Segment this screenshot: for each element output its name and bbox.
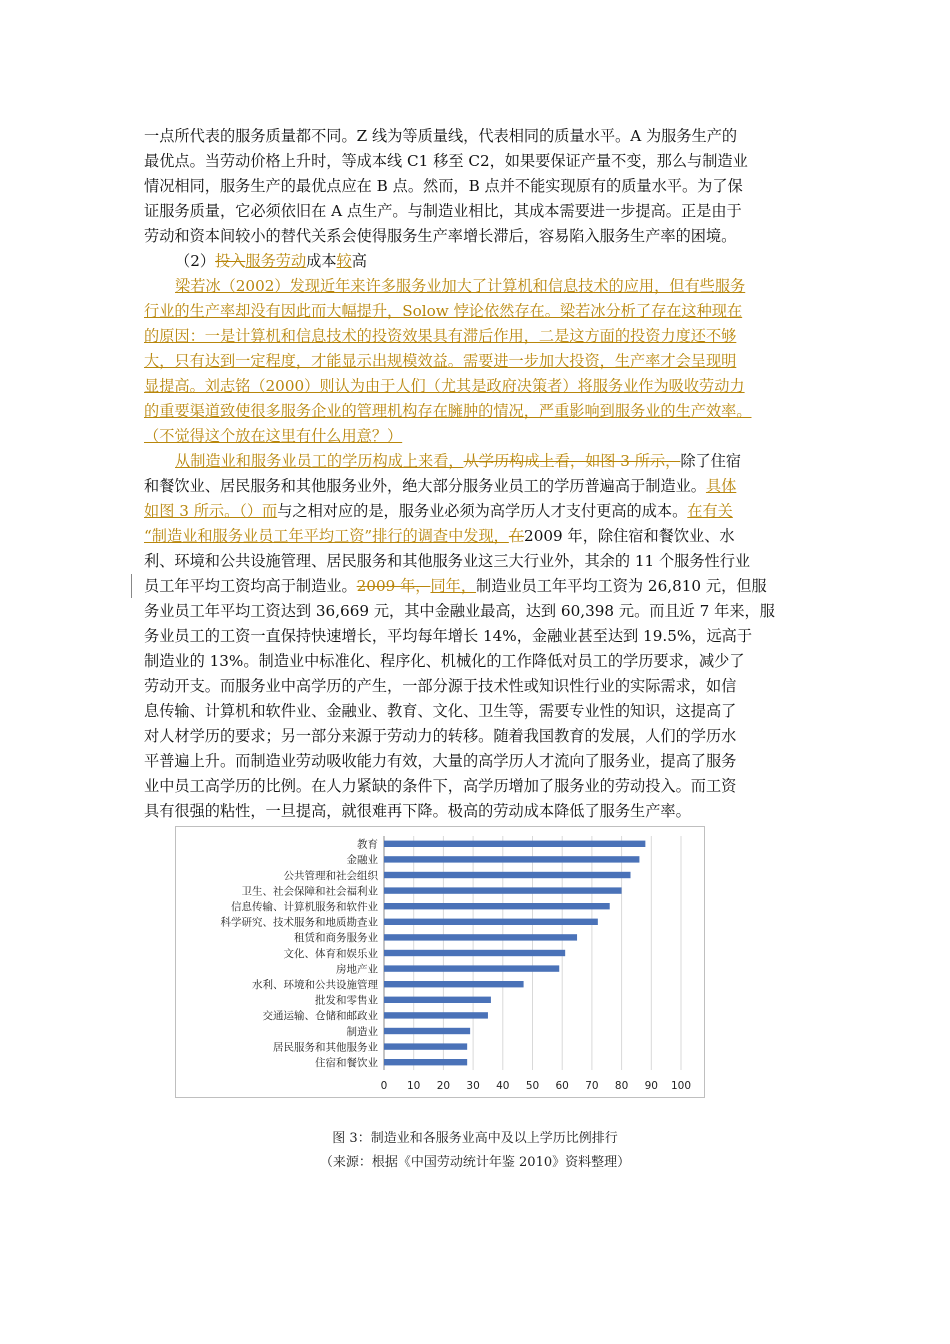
x-tick-label: 90: [644, 1080, 658, 1092]
plain-text: 2009 年，除住宿和餐饮业、水: [524, 527, 735, 545]
bar: [384, 950, 565, 956]
inserted-line: 的重要渠道致使很多服务企业的管理机构存在臃肿的情况，严重影响到服务业的生产效率。: [144, 402, 752, 420]
deleted-text: 从学历构成上看，如图 3 所示，: [463, 452, 681, 470]
inserted-text: 服务劳动: [245, 252, 307, 270]
plain-text: 除了住宿: [680, 452, 742, 470]
x-tick-label: 30: [466, 1080, 480, 1092]
inserted-text: 较: [336, 252, 352, 270]
inserted-text: “制造业和服务业员工年平均工资”排行的调查中发现，: [144, 527, 509, 545]
text-line: 具有很强的粘性，一旦提高，就很难再下降。极高的劳动成本降低了服务生产率。: [144, 802, 691, 820]
plain-text: 与之相对应的是，服务业必须为高学历人才支付更高的成本。: [277, 502, 688, 520]
text-line: [144, 524, 809, 549]
text-line: 对人材学历的要求；另一部分来源于劳动力的转移。随着我国教育的发展，人们的学历水: [144, 727, 737, 745]
x-tick-label: 20: [436, 1080, 451, 1092]
text-line: 业中员工高学历的比例。在人力紧缺的条件下，高学历增加了服务业的劳动投入。而工资: [144, 777, 737, 795]
x-tick-label: 80: [614, 1080, 629, 1092]
inserted-text: 同年，: [430, 577, 477, 595]
category-label: 信息传输、计算机服务和软件业: [231, 901, 378, 913]
deleted-text: 投入: [215, 252, 246, 270]
x-tick-label: 50: [525, 1080, 540, 1092]
x-tick-label: 10: [407, 1080, 421, 1092]
category-label: 教育: [357, 838, 378, 851]
category-label: 交通运输、仓储和邮政业: [262, 1010, 378, 1023]
inserted-line: 的原因：一是计算机和信息技术的投资效果具有滞后作用，二是这方面的投资力度还不够: [144, 327, 737, 345]
bar: [384, 1059, 467, 1065]
bar: [384, 965, 559, 971]
text-line: 最优点。当劳动价格上升时，等成本线 C1 移至 C2，如果要保证产量不变，那么与制造业: [144, 152, 748, 170]
bar: [384, 903, 610, 909]
inserted-text: 在有关: [687, 502, 733, 520]
text-line: 务业员工年平均工资达到 36,669 元，其中金融业最高，达到 60,398 元。而且近 7 年来，服: [144, 602, 775, 620]
bar: [384, 997, 491, 1003]
text-line: [144, 449, 809, 474]
education-ratio-chart: [175, 826, 705, 1098]
x-tick-label: 40: [496, 1080, 510, 1092]
x-tick-label: 0: [380, 1080, 388, 1092]
category-label: 房地产业: [336, 963, 378, 976]
inserted-text: 具体: [705, 477, 737, 495]
category-label: 批发和零售业: [315, 994, 378, 1007]
heading-number: （2）: [175, 252, 216, 270]
text-line: 劳动开支。而服务业中高学历的产生，一部分源于技术性或知识性行业的实际需求，如信: [144, 677, 737, 695]
bar: [384, 1043, 467, 1049]
bar: [384, 872, 631, 878]
deleted-text: 在: [508, 527, 525, 545]
inserted-line: 大，只有达到一定程度，才能显示出规模效益。需要进一步加大投资，生产率才会呈现明: [144, 352, 737, 370]
inserted-text: 从制造业和服务业员工的学历构成上来看，: [175, 452, 464, 470]
deleted-text: 2009 年，: [356, 577, 431, 595]
plain-text: 员工年平均工资均高于制造业。: [144, 577, 357, 595]
category-label: 居民服务和其他服务业: [273, 1041, 378, 1054]
figure-caption: 图 3：制造业和各服务业高中及以上学历比例排行: [332, 1131, 618, 1146]
x-tick-label: 60: [555, 1080, 569, 1092]
text-line: 一点所代表的服务质量都不同。Z 线为等质量线，代表相同的质量水平。A 为服务生产的: [144, 127, 738, 145]
text-line: 利、环境和公共设施管理、居民服务和其他服务业这三大行业外，其余的 11 个服务性行业: [144, 552, 751, 570]
text-line: 制造业的 13%。制造业中标准化、程序化、机械化的工作降低对员工的学历要求，减少了: [144, 652, 745, 670]
bar-chart-svg: [176, 827, 704, 1097]
text-line: 证服务质量，它必须依旧在 A 点生产。与制造业相比，其成本需要进一步提高。正是由于: [144, 202, 742, 220]
plain-text: 制造业员工年平均工资为 26,810 元，但服: [476, 577, 767, 595]
plain-text: 和餐饮业、居民服务和其他服务业外，绝大部分服务业员工的学历普遍高于制造业。: [144, 477, 706, 495]
body-text: [144, 124, 809, 824]
heading-text: 成本: [306, 252, 337, 270]
bar: [384, 1028, 470, 1034]
revision-bar: [131, 574, 132, 598]
text-line: 息传输、计算机和软件业、金融业、教育、文化、卫生等，需要专业性的知识，这提高了: [144, 702, 737, 720]
bar: [384, 981, 524, 987]
inserted-line: 行业的生产率却没有因此而大幅提升，Solow 悖论依然存在。梁若冰分析了存在这种现在: [144, 302, 743, 320]
text-line: [144, 574, 809, 599]
category-label: 租赁和商务服务业: [294, 932, 378, 945]
x-tick-label: 100: [670, 1080, 692, 1092]
bar: [384, 841, 645, 847]
heading-text: 高: [351, 252, 367, 270]
text-line: [144, 474, 809, 499]
figure-source: （来源：根据《中国劳动统计年鉴 2010》资料整理）: [319, 1155, 631, 1170]
category-label: 住宿和餐饮业: [315, 1057, 378, 1069]
category-label: 文化、体育和娱乐业: [283, 947, 378, 960]
text-line: 务业员工的工资一直保持快速增长，平均每年增长 14%，金融业甚至达到 19.5%，远高于: [144, 627, 753, 645]
bar: [384, 1012, 488, 1018]
bar: [384, 887, 622, 893]
category-label: 卫生、社会保障和社会福利业: [241, 885, 378, 898]
inserted-text: 如图 3 所示。（）而: [144, 502, 278, 520]
category-label: 科学研究、技术服务和地质勘查业: [220, 916, 378, 929]
text-line: [144, 499, 809, 524]
category-label: 水利、环境和公共设施管理: [252, 979, 378, 991]
text-line: 情况相同，服务生产的最优点应在 B 点。然而，B 点并不能实现原有的质量水平。为了保: [144, 177, 743, 195]
category-label: 制造业: [346, 1025, 378, 1038]
text-line: 劳动和资本间较小的替代关系会使得服务生产率增长滞后，容易陷入服务生产率的困境。: [144, 227, 737, 245]
category-label: 金融业: [346, 854, 378, 867]
inserted-line: 梁若冰（2002）发现近年来许多服务业加大了计算机和信息技术的应用，但有些服务: [175, 277, 746, 295]
inserted-line: （不觉得这个放在这里有什么用意？）: [144, 427, 403, 445]
bar: [384, 919, 598, 925]
bar: [384, 856, 639, 862]
text-line: 平普遍上升。而制造业劳动吸收能力有效，大量的高学历人才流向了服务业，提高了服务: [144, 752, 737, 770]
bar: [384, 934, 577, 940]
x-tick-label: 70: [585, 1080, 599, 1092]
inserted-line: 显提高。刘志铭（2000）则认为由于人们（尤其是政府决策者）将服务业作为吸收劳动力: [144, 377, 745, 395]
section-heading: [144, 249, 809, 274]
category-label: 公共管理和社会组织: [283, 869, 378, 882]
